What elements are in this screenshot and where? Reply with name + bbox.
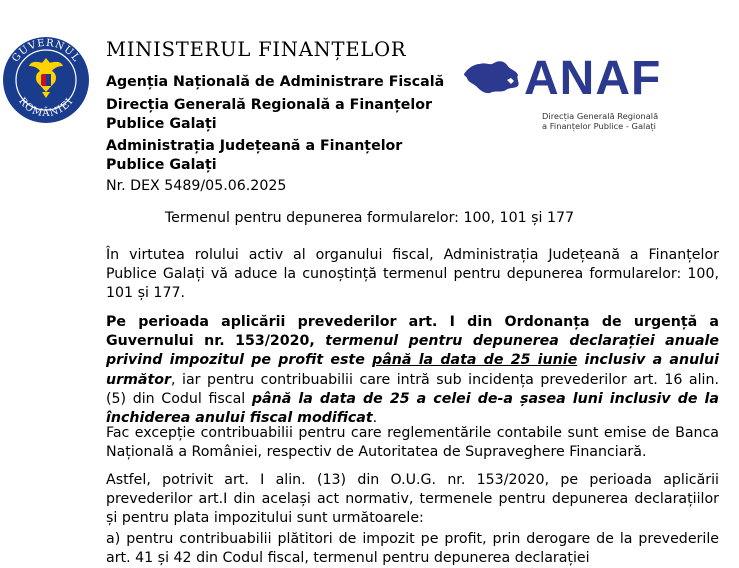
paragraph-deadline [106,313,719,428]
romania-map-icon [464,61,519,93]
anaf-logo-text: ANAF [524,52,662,105]
deadline-term: termenul pentru depunerea declarației anuale privind impozitul pe profit este [106,333,720,369]
deadline-date: până la data de 25 iunie [372,352,578,369]
logo-subtitle [542,111,658,131]
paragraph-intro [106,246,719,304]
paragraph-intro-text: În virtutea rolului activ al organului fiscal, Administrația Județeană a Finanțelor Publice Galați vă aduce la cunoștință termenul pentru depunerea formularelor: 100, 101 și 177. [106,247,719,302]
seal-top-text: GUVERNUL [10,37,82,65]
header-line-directorate: Direcția Generală Regională a Finanțelor [106,97,432,113]
document-number: Nr. DEX 5489/05.06.2025 [106,178,287,194]
header-line-agency: Agenția Națională de Administrare Fiscală [106,74,445,90]
logo-subtitle-line1: Direcția Generală Regională [542,111,659,121]
deadline-lead: Pe perioada aplicării prevederilor art. I din Ordonanța de urgență a Guvernului nr. 153/2020, [106,314,719,350]
document-title: Termenul pentru depunerea formularelor: 100, 101 și 177 [164,210,575,226]
paragraph-exception-text: Fac excepție contribuabilii pentru care reglementările contabile sunt emise de Banca Națională a României, respectiv de Autoritatea de Supraveghere Financiară. [106,425,719,461]
ministry-title: MINISTERUL FINANȚELOR [106,38,407,61]
logo-subtitle-line2: a Finanțelor Publice - Galați [542,121,656,131]
guvernul-romaniei-seal [2,36,90,124]
paragraph-exception [106,424,719,462]
deadline-mid: , iar pentru contribuabilii care intră sub incidența prevederilor art. 16 alin. (5) din Codul fiscal [106,371,719,407]
paragraph-terms-text: Astfel, potrivit art. I alin. (13) din O.U.G. nr. 153/2020, pe perioada aplicării prevederilor art.I din același act normativ, termenele pentru depunerea declarațiilor și pentru plata impozitului sunt următoarele: [106,472,719,527]
deadline-end: . [372,410,378,427]
paragraph-terms [106,471,719,529]
paragraph-point-a-text: a) pentru contribuabilii plătitori de impozit pe profit, prin derogare de la prevederile art. 41 și 42 din Codul fiscal, termenul pentru depunerea declarației [106,531,719,567]
seal-bottom-text: ROMÂNIEI [16,95,76,120]
deadline-modified-year: până la data de 25 a celei de-a șasea luni inclusiv de la închiderea anului fiscal modificat [106,390,719,427]
header-line-administration: Administrația Județeană a Finanțelor [106,138,403,154]
header-line-directorate-city: Publice Galați [106,116,217,132]
deadline-inclusive: inclusiv a anului următor [106,352,719,388]
header-line-administration-city: Publice Galați [106,157,217,173]
paragraph-point-a [106,530,719,568]
